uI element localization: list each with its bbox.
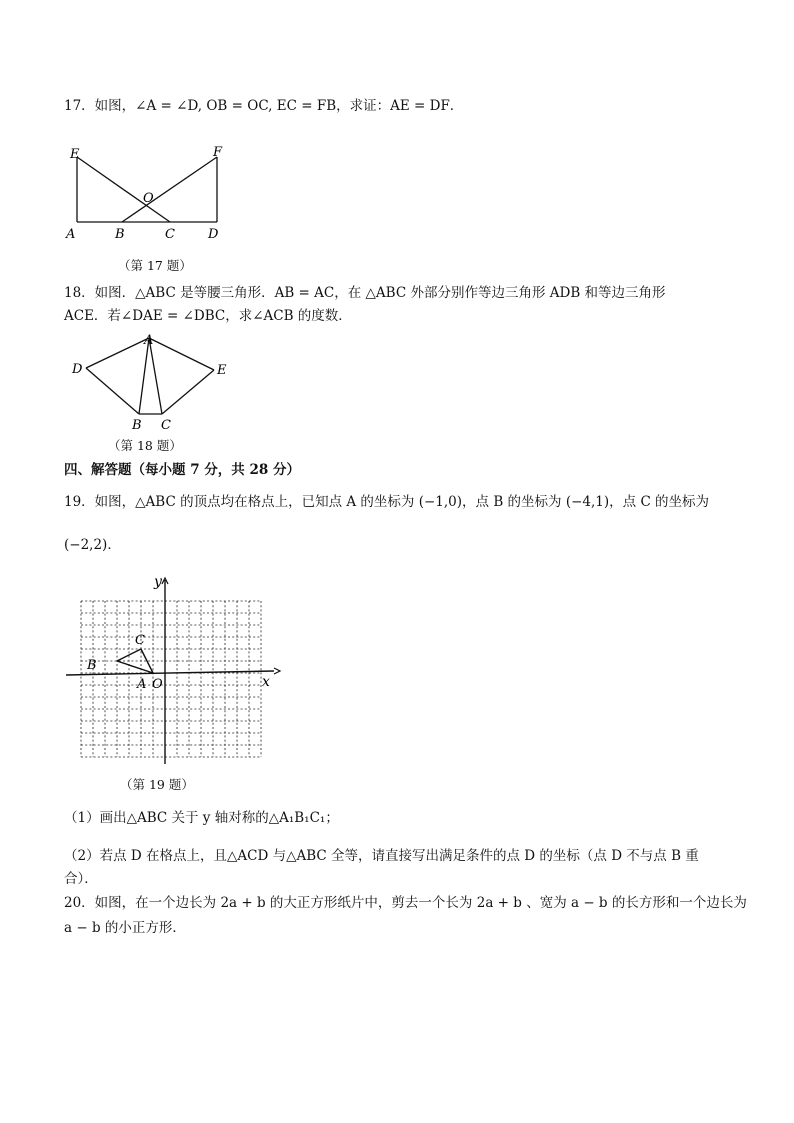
q19-x-axis: [66, 671, 274, 675]
q19-label-y: y: [154, 574, 162, 590]
q18-caption: （第 18 题）: [108, 438, 182, 453]
q17-label-D: D: [208, 227, 219, 242]
q17-line-EC: [77, 157, 170, 222]
q18-line-AD: [86, 338, 149, 368]
q19-label-A: A: [137, 677, 147, 692]
q17-label-E: E: [70, 147, 80, 162]
q18-line-AE: [149, 338, 214, 370]
q19-part2-line1: （2）若点 D 在格点上，且△ACD 与△ABC 全等，请直接写出满足条件的点 D 的坐标（点 D 不与点 B 重: [64, 848, 699, 864]
q17-caption: （第 17 题）: [118, 258, 192, 273]
q20-text-line2: a − b 的小正方形．: [64, 920, 186, 936]
q17-label-O: O: [143, 191, 154, 206]
q19-grid-lines: [81, 601, 261, 757]
q18-text-line1: 18．如图．△ABC 是等腰三角形．AB = AC，在 △ABC 外部分别作等边三角形 ADB 和等边三角形: [64, 285, 666, 301]
q18-label-C: C: [161, 418, 171, 432]
q18-line-EC: [162, 370, 214, 414]
q17-label-A: A: [66, 227, 76, 242]
q17-text: 17．如图，∠A = ∠D, OB = OC, EC = FB，求证：AE = DF．: [64, 98, 464, 114]
q18-label-E: E: [217, 363, 227, 378]
q19-label-O: O: [152, 677, 163, 692]
q19-caption: （第 19 题）: [120, 777, 194, 792]
q17-line-FB: [122, 157, 217, 222]
q18-label-A: A: [144, 333, 154, 348]
q17-label-C: C: [165, 227, 175, 242]
q18-label-D: D: [72, 362, 83, 377]
q19-label-x: x: [262, 674, 270, 690]
q18-line-AB: [139, 338, 149, 414]
q19-coordinate-grid: [62, 572, 284, 768]
q19-label-B: B: [87, 658, 97, 673]
section-4-title: 四、解答题（每小题 7 分，共 28 分）: [64, 462, 300, 478]
q19-part1: （1）画出△ABC 关于 y 轴对称的△A₁B₁C₁；: [64, 810, 339, 826]
q19-part2-line2: 合）．: [64, 871, 98, 887]
q19-segment-BC: [117, 649, 141, 661]
q19-text-line1: 19．如图，△ABC 的顶点均在格点上，已知点 A 的坐标为 (−1,0)，点 B 的坐标为 (−4,1)，点 C 的坐标为: [64, 494, 710, 510]
q18-figure: [64, 332, 244, 432]
q17-label-F: F: [213, 145, 223, 160]
q19-x-axis-arrow: [274, 668, 280, 674]
q18-line-DB: [86, 368, 139, 414]
q18-line-AC: [149, 338, 162, 414]
q19-text-line2: (−2,2)．: [64, 537, 121, 553]
q20-text-line1: 20．如图，在一个边长为 2a + b 的大正方形纸片中，剪去一个长为 2a + b 、宽为 a − b 的长方形和一个边长为: [64, 895, 747, 911]
q18-label-B: B: [132, 418, 142, 432]
q17-figure: [60, 142, 240, 244]
q19-label-C: C: [135, 633, 145, 648]
q18-text-line2: ACE．若∠DAE = ∠DBC，求∠ACB 的度数．: [64, 308, 352, 324]
q17-label-B: B: [115, 227, 125, 242]
